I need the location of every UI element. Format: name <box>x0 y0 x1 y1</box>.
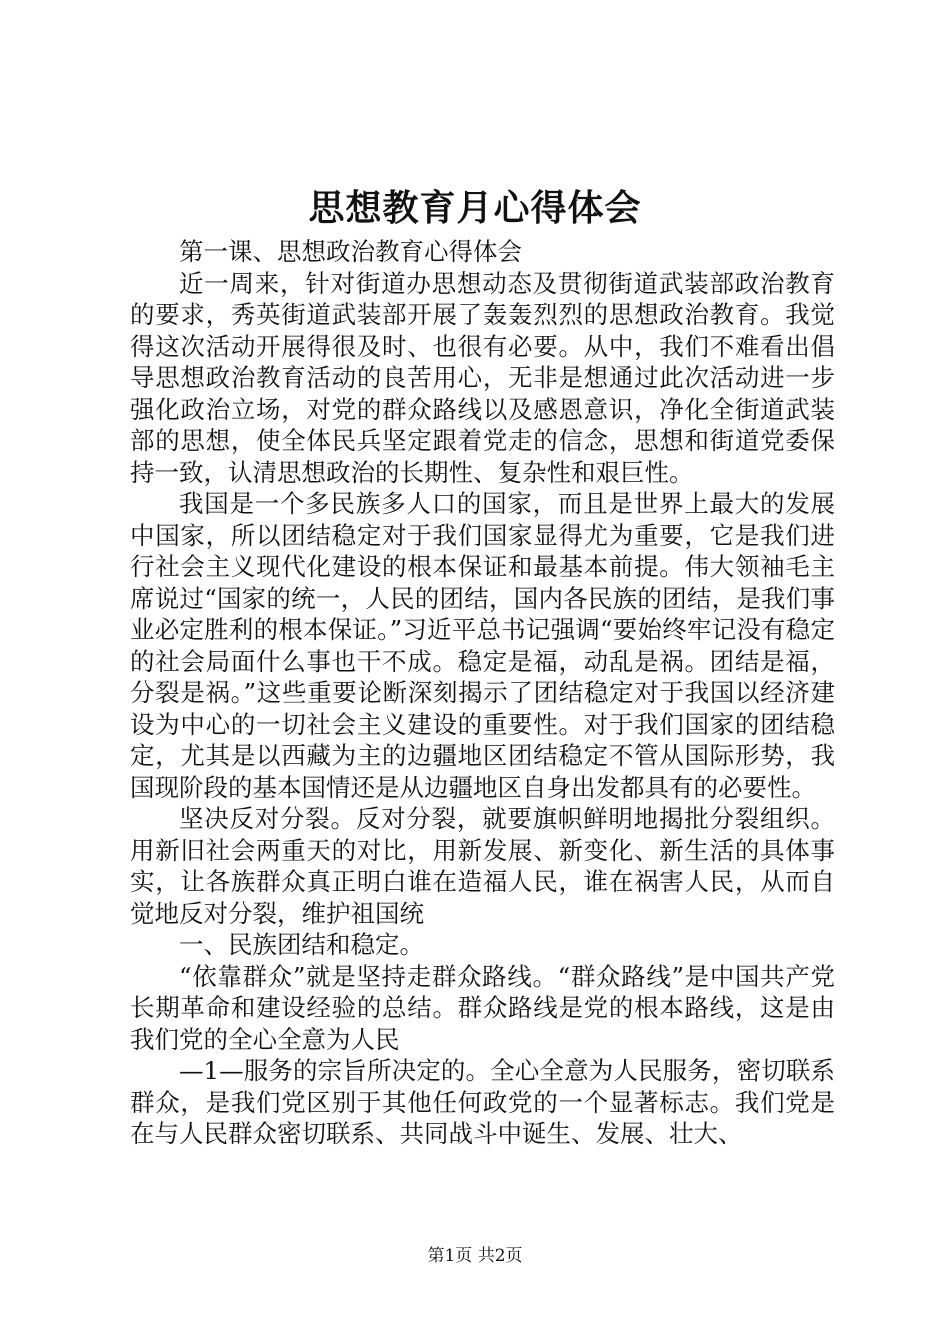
document-title: 思想教育月心得体会 <box>308 187 642 229</box>
section-heading: 一、民族团结和稳定。 <box>179 930 424 959</box>
body-paragraph: 近一周来，针对街道办思想动态及贯彻街道武装部政治教育的要求，秀英街道武装部开展了轰轰烈烈的思想政治教育。我觉得这次活动开展得很及时、也很有必要。从中，我们不难看出倡导思想政治教育活动的良苦用心，无非是想通过此次活动进一步强化政治立场，对党的群众路线以及感恩意识，净化全街道武装部的思想，使全体民兵坚定跟着党走的信念，思想和街道党委保持一致，认清思想政治的长期性、复杂性和艰巨性。 <box>130 268 835 487</box>
body-paragraph: 我国是一个多民族多人口的国家，而且是世界上最大的发展中国家，所以团结稳定对于我们国家显得尤为重要，它是我们进行社会主义现代化建设的根本保证和最基本前提。伟大领袖毛主席说过“国家的统一，人民的团结，国内各民族的团结，是我们事业必定胜利的根本保证。”习近平总书记强调“要始终牢记没有稳定的社会局面什么事也干不成。稳定是福，动乱是祸。团结是福，分裂是祸。”这些重要论断深刻揭示了团结稳定对于我国以经济建设为中心的一切社会主义建设的重要性。对于我们国家的团结稳定，尤其是以西藏为主的边疆地区团结稳定不管从国际形势，我国现阶段的基本国情还是从边疆地区自身出发都具有的必要性。 <box>130 489 835 802</box>
section-heading: 第一课、思想政治教育心得体会 <box>179 237 522 266</box>
body-paragraph: —1—服务的宗旨所决定的。全心全意为人民服务，密切联系群众，是我们党区别于其他任何政党的一个显著标志。我们党是在与人民群众密切联系、共同战斗中诞生、发展、壮大、 <box>130 1056 835 1148</box>
body-paragraph: 坚决反对分裂。反对分裂，就要旗帜鲜明地揭批分裂组织。用新旧社会两重天的对比，用新发展、新变化、新生活的具体事实，让各族群众真正明白谁在造福人民，谁在祸害人民，从而自觉地反对分裂，维护祖国统 <box>130 804 835 928</box>
document-body <box>130 236 835 1150</box>
page-footer: 第1页 共2页 <box>427 1246 523 1266</box>
body-paragraph: “依靠群众”就是坚持走群众路线。“群众路线”是中国共产党长期革命和建设经验的总结。群众路线是党的根本路线，这是由我们党的全心全意为人民 <box>130 961 835 1054</box>
